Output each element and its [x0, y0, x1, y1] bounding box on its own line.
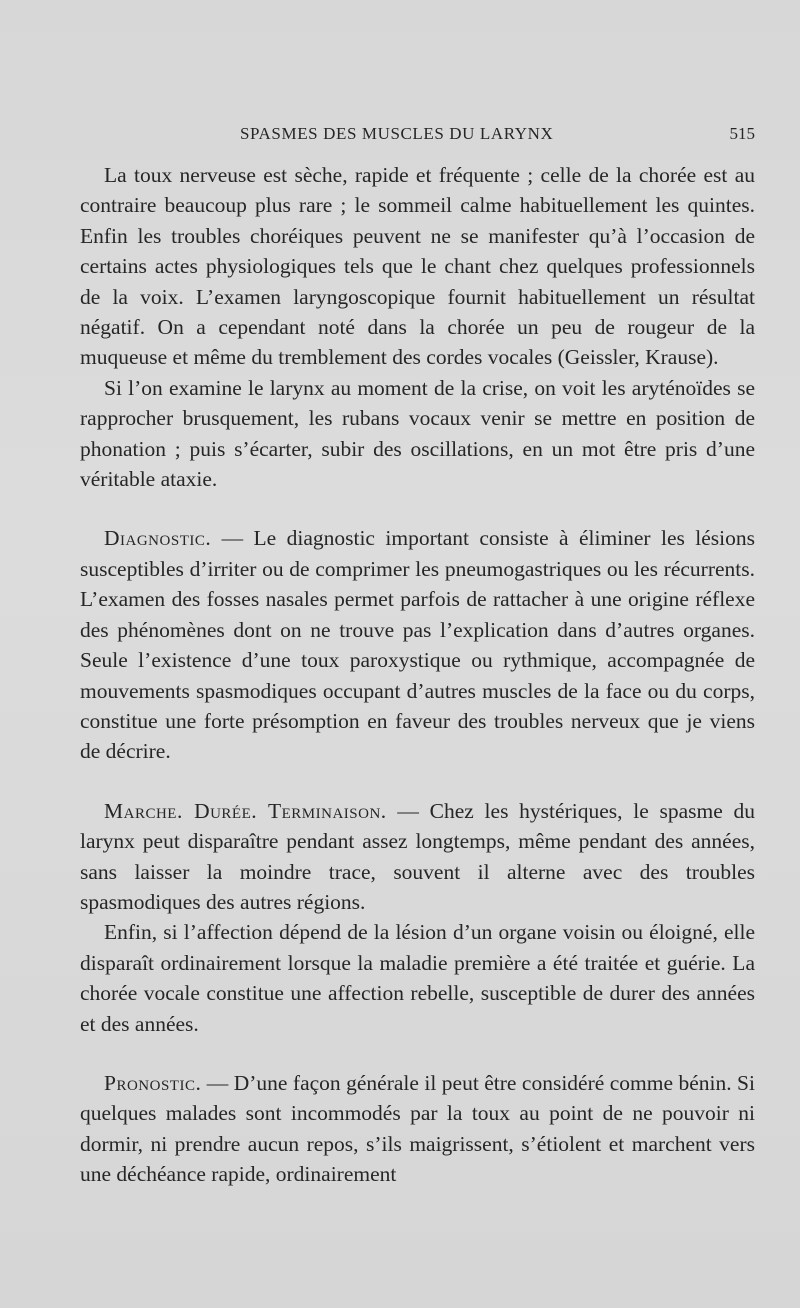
page-body [80, 160, 755, 1190]
section-marche [80, 796, 755, 918]
section-heading: Pronostic. [104, 1070, 202, 1095]
section-heading: Marche. Durée. Terminaison. [104, 798, 387, 823]
paragraph-text: Enfin, si l’affection dépend de la lésion d’un organe voisin ou éloigné, elle disparaît ordinairement lorsque la maladie première a été traitée et guérie. La chorée vocale constitue une affection rebelle, susceptible de durer des années et des années. [80, 920, 755, 1036]
page-header [80, 124, 755, 150]
paragraph-text: — D’une façon générale il peut être considéré comme bénin. Si quelques malades sont incommodés par la toux au point de ne pouvoir ni dormir, ni prendre aucun repos, s’ils maigrissent, s’étiolent et marchent vers une déchéance rapide, ordinairement [80, 1070, 755, 1187]
paragraph-enfin [80, 917, 755, 1039]
paragraph-text: Si l’on examine le larynx au moment de la crise, on voit les aryténoïdes se rapprocher brusquement, les rubans vocaux venir se mettre en position de phonation ; puis s’écarter, subir des oscillations, en un mot être pris d’une véritable ataxie. [80, 375, 755, 492]
paragraph-text: — Chez les hystériques, le spasme du larynx peut disparaître pendant assez longtemps, même pendant des années, sans laisser la moindre trace, souvent il alterne avec des troubles spasmodiques des autres régions. [80, 798, 756, 914]
paragraph-text: La toux nerveuse est sèche, rapide et fréquente ; celle de la chorée est au contraire beaucoup plus rare ; le sommeil calme habituellement les quintes. Enfin les troubles choréiques peuvent ne se manifester qu’à l’occasion de certains actes physiologiques tels que le chant chez quelques professionnels de la voix. L’examen laryngoscopique fournit habituellement un résultat négatif. On a cependant noté dans la chorée un peu de rougeur de la muqueuse et même du tremblement des cordes vocales (Geissler, Krause). [80, 163, 755, 370]
paragraph-larynx-crise [80, 373, 755, 495]
paragraph-text: — Le diagnostic important consiste à éliminer les lésions susceptibles d’irriter ou de comprimer les pneumogastriques ou les récurrents. L’examen des fosses nasales permet parfois de rattacher à une origine réflexe des phénomènes dont on ne trouve pas l’explication dans d’autres organes. Seule l’existence d’une toux paroxystique ou rythmique, accompagnée de mouvements spasmodiques occupant d’autres muscles de la face ou du corps, constitue une forte présomption en faveur des troubles nerveux que je viens de décrire. [80, 526, 755, 764]
running-title: SPASMES DES MUSCLES DU LARYNX [240, 124, 554, 143]
paragraph-toux [80, 160, 755, 373]
section-pronostic [80, 1068, 755, 1190]
section-heading: Diagnostic. [104, 526, 212, 551]
page-number: 515 [729, 124, 755, 143]
section-diagnostic [80, 523, 755, 766]
